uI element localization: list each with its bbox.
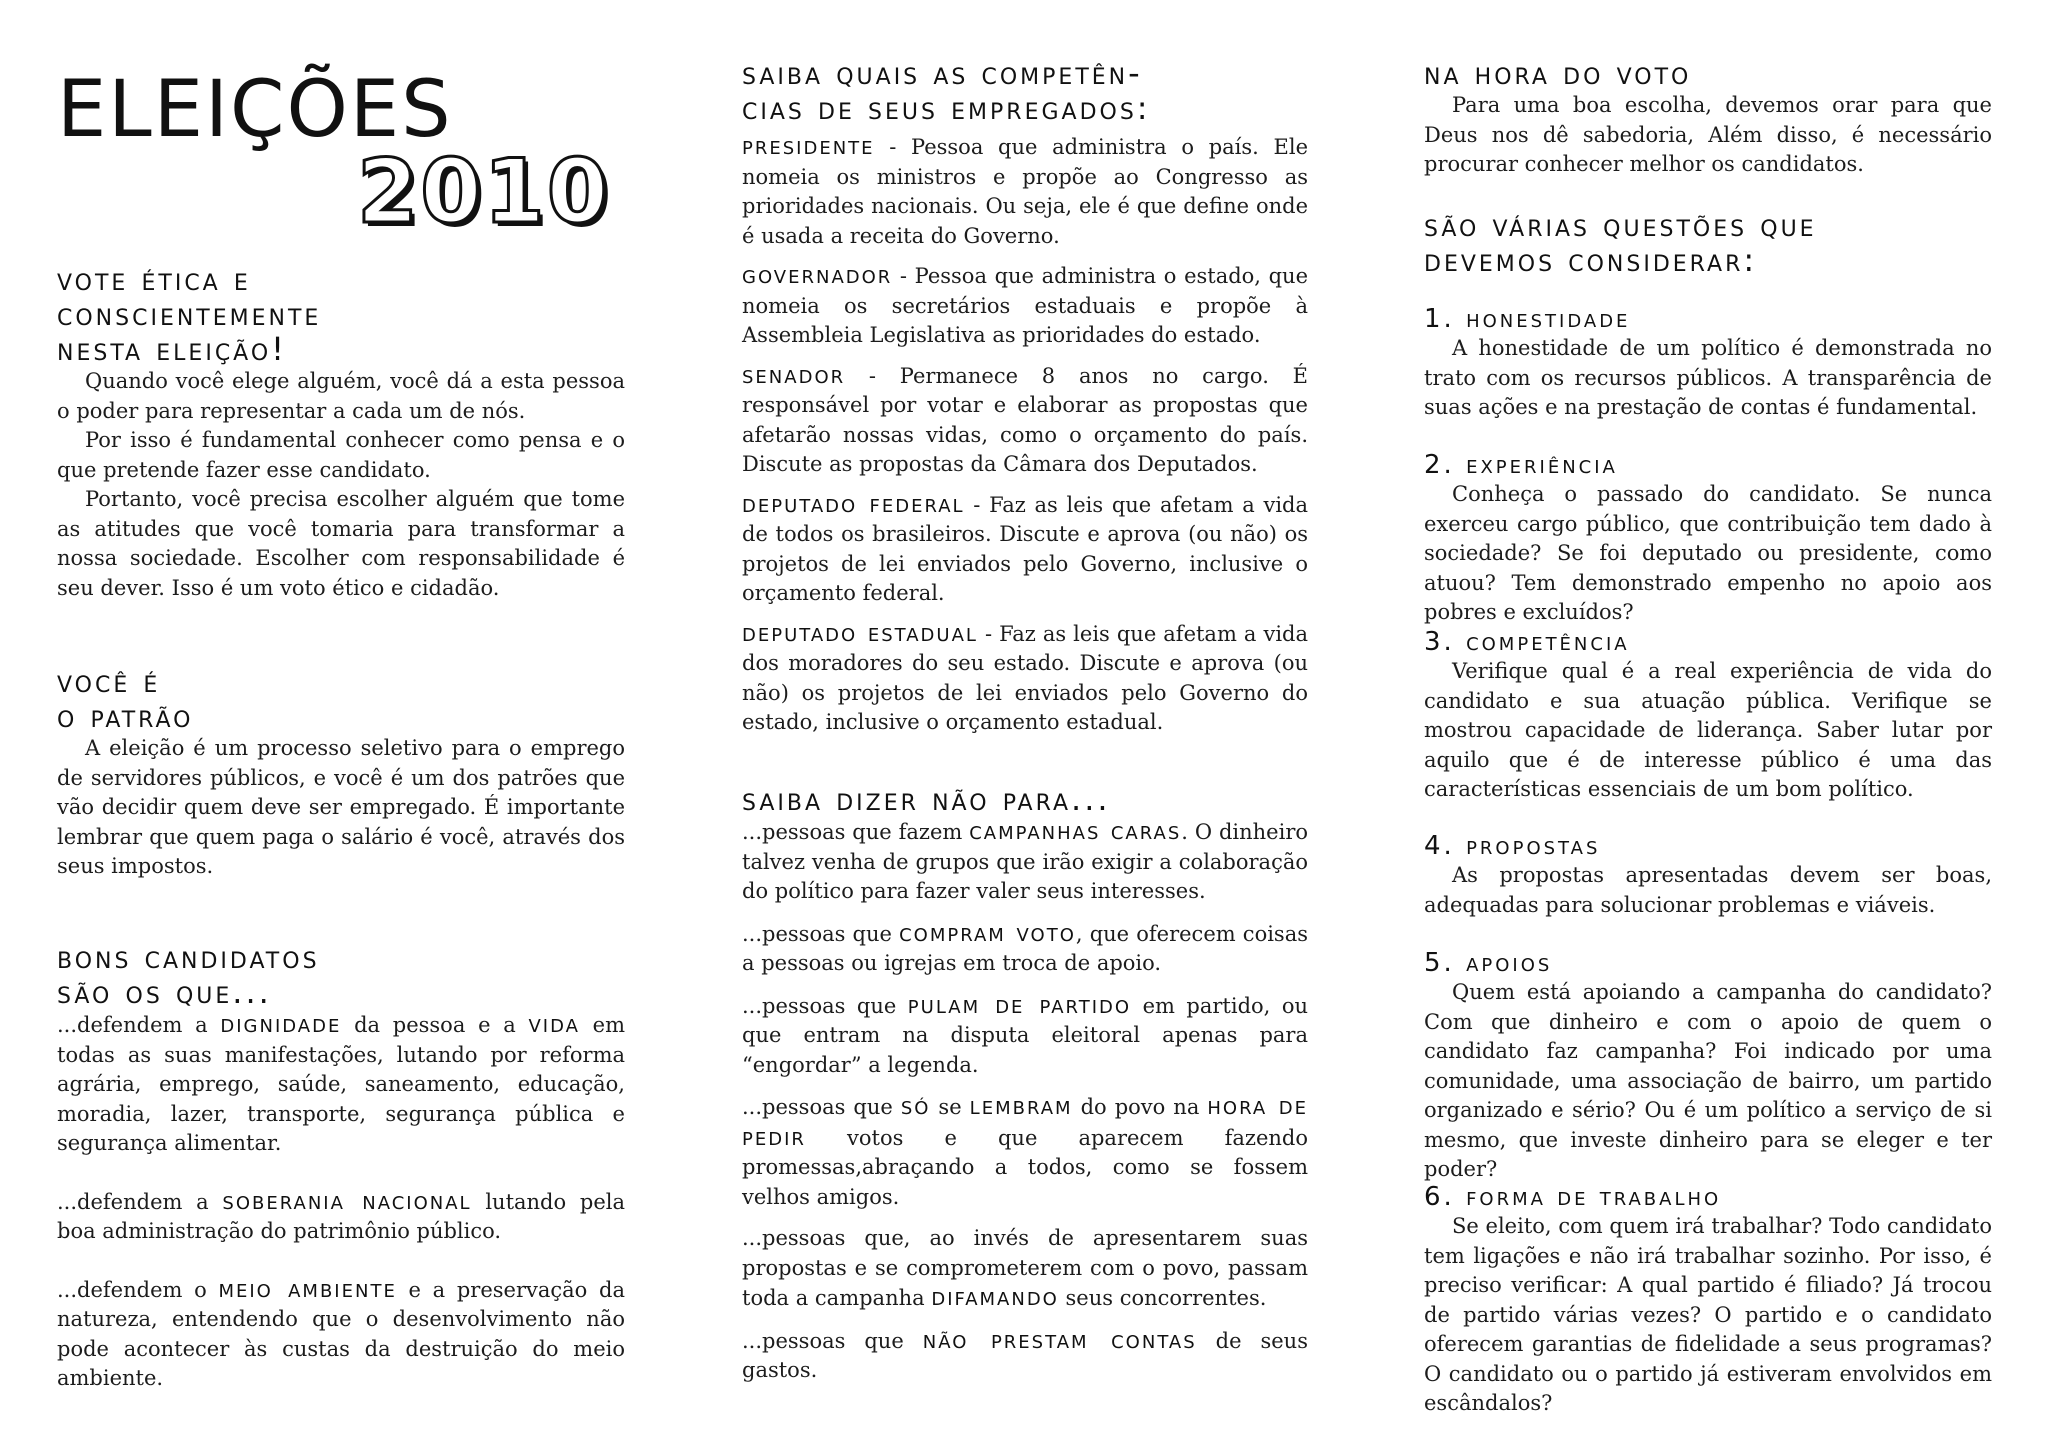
question-item: [1424, 1182, 1992, 1419]
section-vote-etica: [57, 262, 625, 603]
section-competencias: [742, 56, 1308, 738]
section-heading: bons candidatos são os que...: [57, 938, 320, 1011]
section-heading: vote ética e conscientemente nesta eleição!: [57, 260, 322, 368]
list-item: ...pessoas que, ao invés de apresentarem suas propostas e se comprometerem com o povo, passam toda a campanha difamando seus concorrentes.: [742, 1226, 1308, 1312]
paragraph: Quem está apoiando a campanha do candidato? Com que dinheiro e com o apoio de quem o candidato faz campanha? Foi indicado por uma comunidade, uma associação de bairro, um partido organizado e sério? Ou é um político a serviço de si mesmo, que investe dinheiro para se eleger e ter poder?: [1424, 980, 1992, 1181]
title-main: eleições: [57, 33, 453, 163]
list-item: ...defendem a dignidade da pessoa e a vida em todas as suas manifestações, lutando por reforma agrária, emprego, saúde, saneamento, educação, moradia, lazer, transporte, segurança pública e segurança alimentar.: [57, 1009, 625, 1155]
section-questoes: [1424, 208, 1992, 278]
section-dizer-nao: [742, 782, 1308, 1386]
paragraph: Verifique qual é a real experiência de vida do candidato e sua atuação pública. Verifique se mostrou capacidade de liderança. Saber lutar por aquilo que é de interesse público é uma das características essenciais de um bom político.: [1424, 659, 1992, 801]
paragraph: As propostas apresentadas devem ser boas, adequadas para solucionar problemas e viáveis.: [1424, 863, 1992, 917]
paragraph: Por isso é fundamental conhecer como pensa e o que pretende fazer esse candidato.: [57, 428, 625, 482]
question-heading: 6. forma de trabalho: [1424, 1182, 1722, 1212]
list-item: ...defendem o meio ambiente e a preservação da natureza, entendendo que o desenvolvimento não pode acontecer às custas da destruição do meio ambiente.: [57, 1273, 625, 1390]
paragraph: Conheça o passado do candidato. Se nunca exerceu cargo público, que contribuição tem dado à sociedade? Se foi deputado ou presidente, como atuou? Tem demonstrado empenho no apoio aos pobres e excluídos?: [1424, 482, 1992, 624]
section-heading: na hora do voto: [1424, 54, 1692, 92]
question-item: [1424, 831, 1992, 920]
list-item: ...pessoas que pulam de partido em partido, ou que entram na disputa eleitoral apenas para “engordar” a legenda.: [742, 989, 1309, 1077]
paragraph: A eleição é um processo seletivo para o emprego de servidores públicos, e você é um dos patrões que vão decidir quem deve ser empregado. É importante lembrar que quem paga o salário é você, através dos seus impostos.: [57, 736, 625, 878]
list-item: senador - Permanece 8 anos no cargo. É responsável por votar e elaborar as propostas que afetarão nossas vidas, como o orçamento do país. Discute as propostas da Câmara dos Deputados.: [742, 359, 1308, 476]
list-item: ...defendem a soberania nacional lutando pela boa administração do patrimônio público.: [57, 1185, 625, 1243]
section-bons-candidatos: [57, 940, 625, 1394]
title-year: 2010: [357, 140, 610, 243]
section-hora-do-voto: [1424, 56, 1992, 180]
list-item: ...pessoas que compram voto, que oferecem coisas a pessoas ou igrejas em troca de apoio.: [742, 917, 1308, 975]
section-heading: são várias questões que devemos considerar:: [1424, 206, 1817, 279]
question-heading: 2. experiência: [1424, 450, 1618, 480]
list-item: deputado federal - Faz as leis que afetam a vida de todos os brasileiros. Discute e aprova (ou não) os projetos de lei enviados pelo Governo, inclusive o orçamento federal.: [742, 488, 1308, 605]
section-patrao: [57, 664, 625, 882]
question-item: [1424, 450, 1992, 628]
paragraph: A honestidade de um político é demonstrada no trato com os recursos públicos. A transparência de suas ações e na prestação de contas é fundamental.: [1424, 336, 1992, 419]
list-item: presidente - Pessoa que administra o país. Ele nomeia os ministros e propõe ao Congresso as prioridades nacionais. Ou seja, ele é que define onde é usada a receita do Governo.: [742, 131, 1308, 248]
section-heading: você é o patrão: [57, 662, 194, 735]
list-item: deputado estadual - Faz as leis que afetam a vida dos moradores do seu estado. Discute e aprova (ou não) os projetos de lei enviados pelo Governo do estado, inclusive o orçamento estadual.: [742, 617, 1308, 734]
paragraph: Portanto, você precisa escolher alguém que tome as atitudes que você tomaria para transformar a nossa sociedade. Escolher com responsabilidade é seu dever. Isso é um voto ético e cidadão.: [57, 487, 625, 600]
list-item: ...pessoas que só se lembram do povo na hora de pedir votos e que aparecem fazendo promessas,abraçando a todos, como se fossem velhos amigos.: [742, 1091, 1309, 1209]
paragraph: Se eleito, com quem irá trabalhar? Todo candidato tem ligações e não irá trabalhar sozinho. Por isso, é preciso verificar: A qual partido é filiado? Já trocou de partido várias vezes? O partido e o candidato oferecem garantias de fidelidade a seus programas? O candidato ou o partido já estiveram envolvidos em escândalos?: [1424, 1214, 1992, 1415]
section-heading: saiba quais as competên- cias de seus empregados:: [742, 54, 1151, 127]
paragraph: Para uma boa escolha, devemos orar para que Deus nos dê sabedoria, Além disso, é necessário procurar conhecer melhor os candidatos.: [1424, 93, 1992, 176]
question-item: [1424, 627, 1992, 805]
question-heading: 1. honestidade: [1424, 304, 1631, 334]
question-heading: 3. competência: [1424, 627, 1630, 657]
question-item: [1424, 304, 1992, 423]
section-heading: saiba dizer não para...: [742, 780, 1111, 818]
question-heading: 4. propostas: [1424, 831, 1601, 861]
question-item: [1424, 948, 1992, 1185]
list-item: ...pessoas que fazem campanhas caras. O dinheiro talvez venha de grupos que irão exigir a colaboração do político para fazer valer seus interesses.: [742, 816, 1308, 903]
list-item: governador - Pessoa que administra o estado, que nomeia os secretários estaduais e propõe à Assembleia Legislativa as prioridades do estado.: [742, 260, 1308, 347]
paragraph: Quando você elege alguém, você dá a esta pessoa o poder para representar a cada um de nós.: [57, 369, 625, 423]
question-heading: 5. apoios: [1424, 948, 1553, 978]
list-item: ...pessoas que não prestam contas de seus gastos.: [742, 1324, 1308, 1382]
